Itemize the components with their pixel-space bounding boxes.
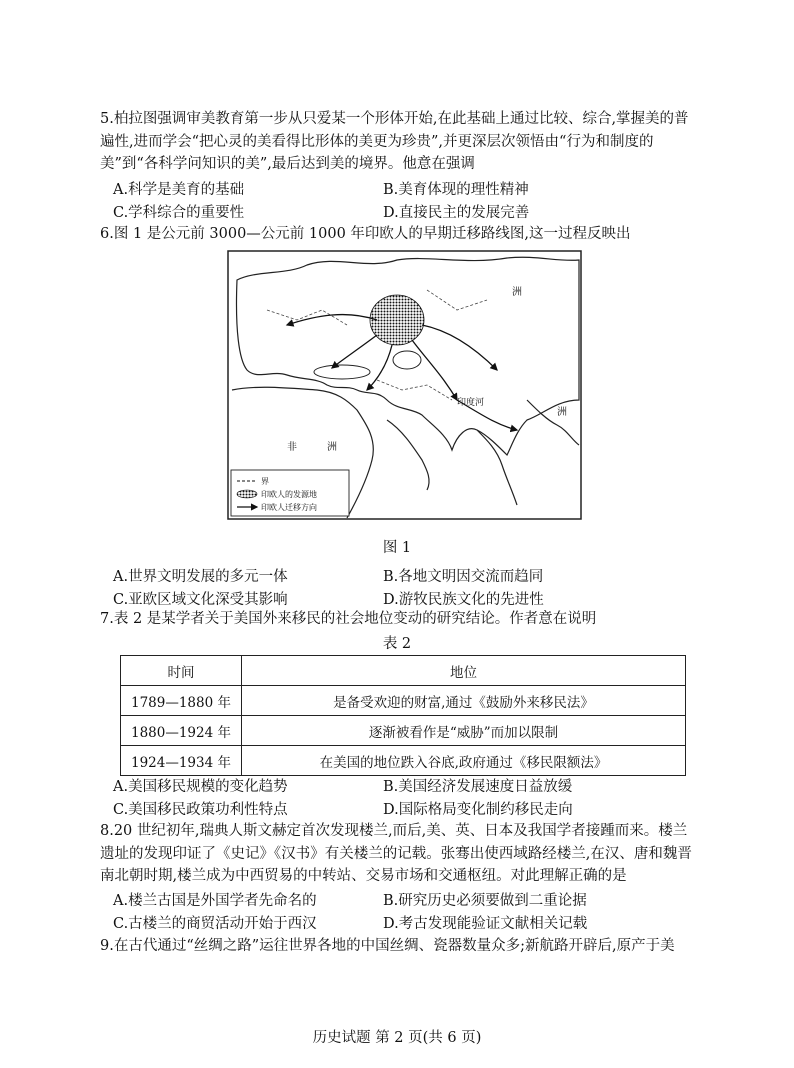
migration-map xyxy=(227,250,582,520)
option-c: C.古楼兰的商贸活动开始于西汉 xyxy=(113,916,317,932)
table-title: 表 2 xyxy=(382,636,412,652)
option-a: A.美国移民规模的变化趋势 xyxy=(113,779,288,795)
option-b: B.各地文明因交流而趋同 xyxy=(383,569,544,585)
question-7-stem: 7.表 2 是某学者关于美国外来移民的社会地位变动的研究结论。作者意在说明 xyxy=(100,611,597,627)
table-cell-time: 1880—1924 年 xyxy=(121,716,242,746)
question-8-stem: 8.20 世纪初年,瑞典人斯文赫定首次发现楼兰,而后,美、英、日本及我国学者接踵而来。楼兰遗址的发现印证了《史记》《汉书》有关楼兰的记载。张骞出使西域路经楼兰,在汉、唐和魏晋南北朝时期,楼兰成为中西贸易的中转站、交易市场和交通枢纽。对此理解正确的是 xyxy=(100,823,692,884)
map-label-indus: 印度河 xyxy=(457,398,485,408)
table-header-row xyxy=(121,656,686,686)
option-c: C.美国移民政策功利性特点 xyxy=(113,802,288,818)
option-d: D.游牧民族文化的先进性 xyxy=(383,592,544,608)
question-7-options xyxy=(113,775,713,821)
option-a: A.楼兰古国是外国学者先命名的 xyxy=(113,893,317,909)
table-cell-time: 1789—1880 年 xyxy=(121,686,242,716)
table-row xyxy=(121,746,686,776)
option-a: A.世界文明发展的多元一体 xyxy=(113,569,288,585)
table-header-time: 时间 xyxy=(121,656,242,686)
table-row xyxy=(121,716,686,746)
page-footer: 历史试题 第 2 页(共 6 页) xyxy=(312,1030,482,1046)
table-row xyxy=(121,686,686,716)
option-c: C.亚欧区域文化深受其影响 xyxy=(113,592,288,608)
map-label-asia: 洲 xyxy=(512,287,522,298)
option-b: B.美国经济发展速度日益放缓 xyxy=(383,779,573,795)
option-d: D.考古发现能验证文献相关记载 xyxy=(383,916,588,932)
question-5 xyxy=(100,108,700,176)
question-9-stem: 9.在古代通过“丝绸之路”运往世界各地的中国丝绸、瓷器数量众多;新航路开辟后,原产于美 xyxy=(100,938,675,954)
legend-homeland: 印欧人的发源地 xyxy=(261,490,317,499)
option-b: B.美育体现的理性精神 xyxy=(383,182,529,198)
question-5-stem: 5.柏拉图强调审美教育第一步从只爱某一个形体开始,在此基础上通过比较、综合,掌握美的普遍性,进而学会“把心灵的美看得比形体的美更为珍贵”,并更深层次领悟由“行为和制度的美”到“各科学问知识的美”,最后达到美的境界。他意在强调 xyxy=(100,111,689,172)
option-a: A.科学是美育的基础 xyxy=(113,182,245,198)
question-7 xyxy=(100,608,700,631)
legend-border: 界 xyxy=(261,477,269,486)
question-5-options xyxy=(113,178,713,224)
question-9 xyxy=(100,935,700,958)
table-cell-status: 在美国的地位跌入谷底,政府通过《移民限额法》 xyxy=(242,746,686,776)
question-6 xyxy=(100,223,700,246)
option-d: D.国际格局变化制约移民走向 xyxy=(383,802,573,818)
question-6-stem: 6.图 1 是公元前 3000—公元前 1000 年印欧人的早期迁移路线图,这一过程反映出 xyxy=(100,226,631,242)
table-header-status: 地位 xyxy=(242,656,686,686)
option-c: C.学科综合的重要性 xyxy=(113,205,245,221)
map-label-right: 洲 xyxy=(557,407,567,418)
figure-caption: 图 1 xyxy=(382,540,412,556)
question-6-options xyxy=(113,565,713,611)
option-d: D.直接民主的发展完善 xyxy=(383,205,530,221)
table-cell-status: 是备受欢迎的财富,通过《鼓励外来移民法》 xyxy=(242,686,686,716)
question-8 xyxy=(100,820,700,888)
option-b: B.研究历史必须要做到二重论据 xyxy=(383,893,587,909)
legend-migration: 印欧人迁移方向 xyxy=(261,503,317,512)
table-cell-time: 1924—1934 年 xyxy=(121,746,242,776)
question-8-options xyxy=(113,889,713,935)
table-cell-status: 逐渐被看作是“威胁”而加以限制 xyxy=(242,716,686,746)
map-label-africa: 非 洲 xyxy=(287,442,337,453)
migration-status-table xyxy=(120,655,686,776)
